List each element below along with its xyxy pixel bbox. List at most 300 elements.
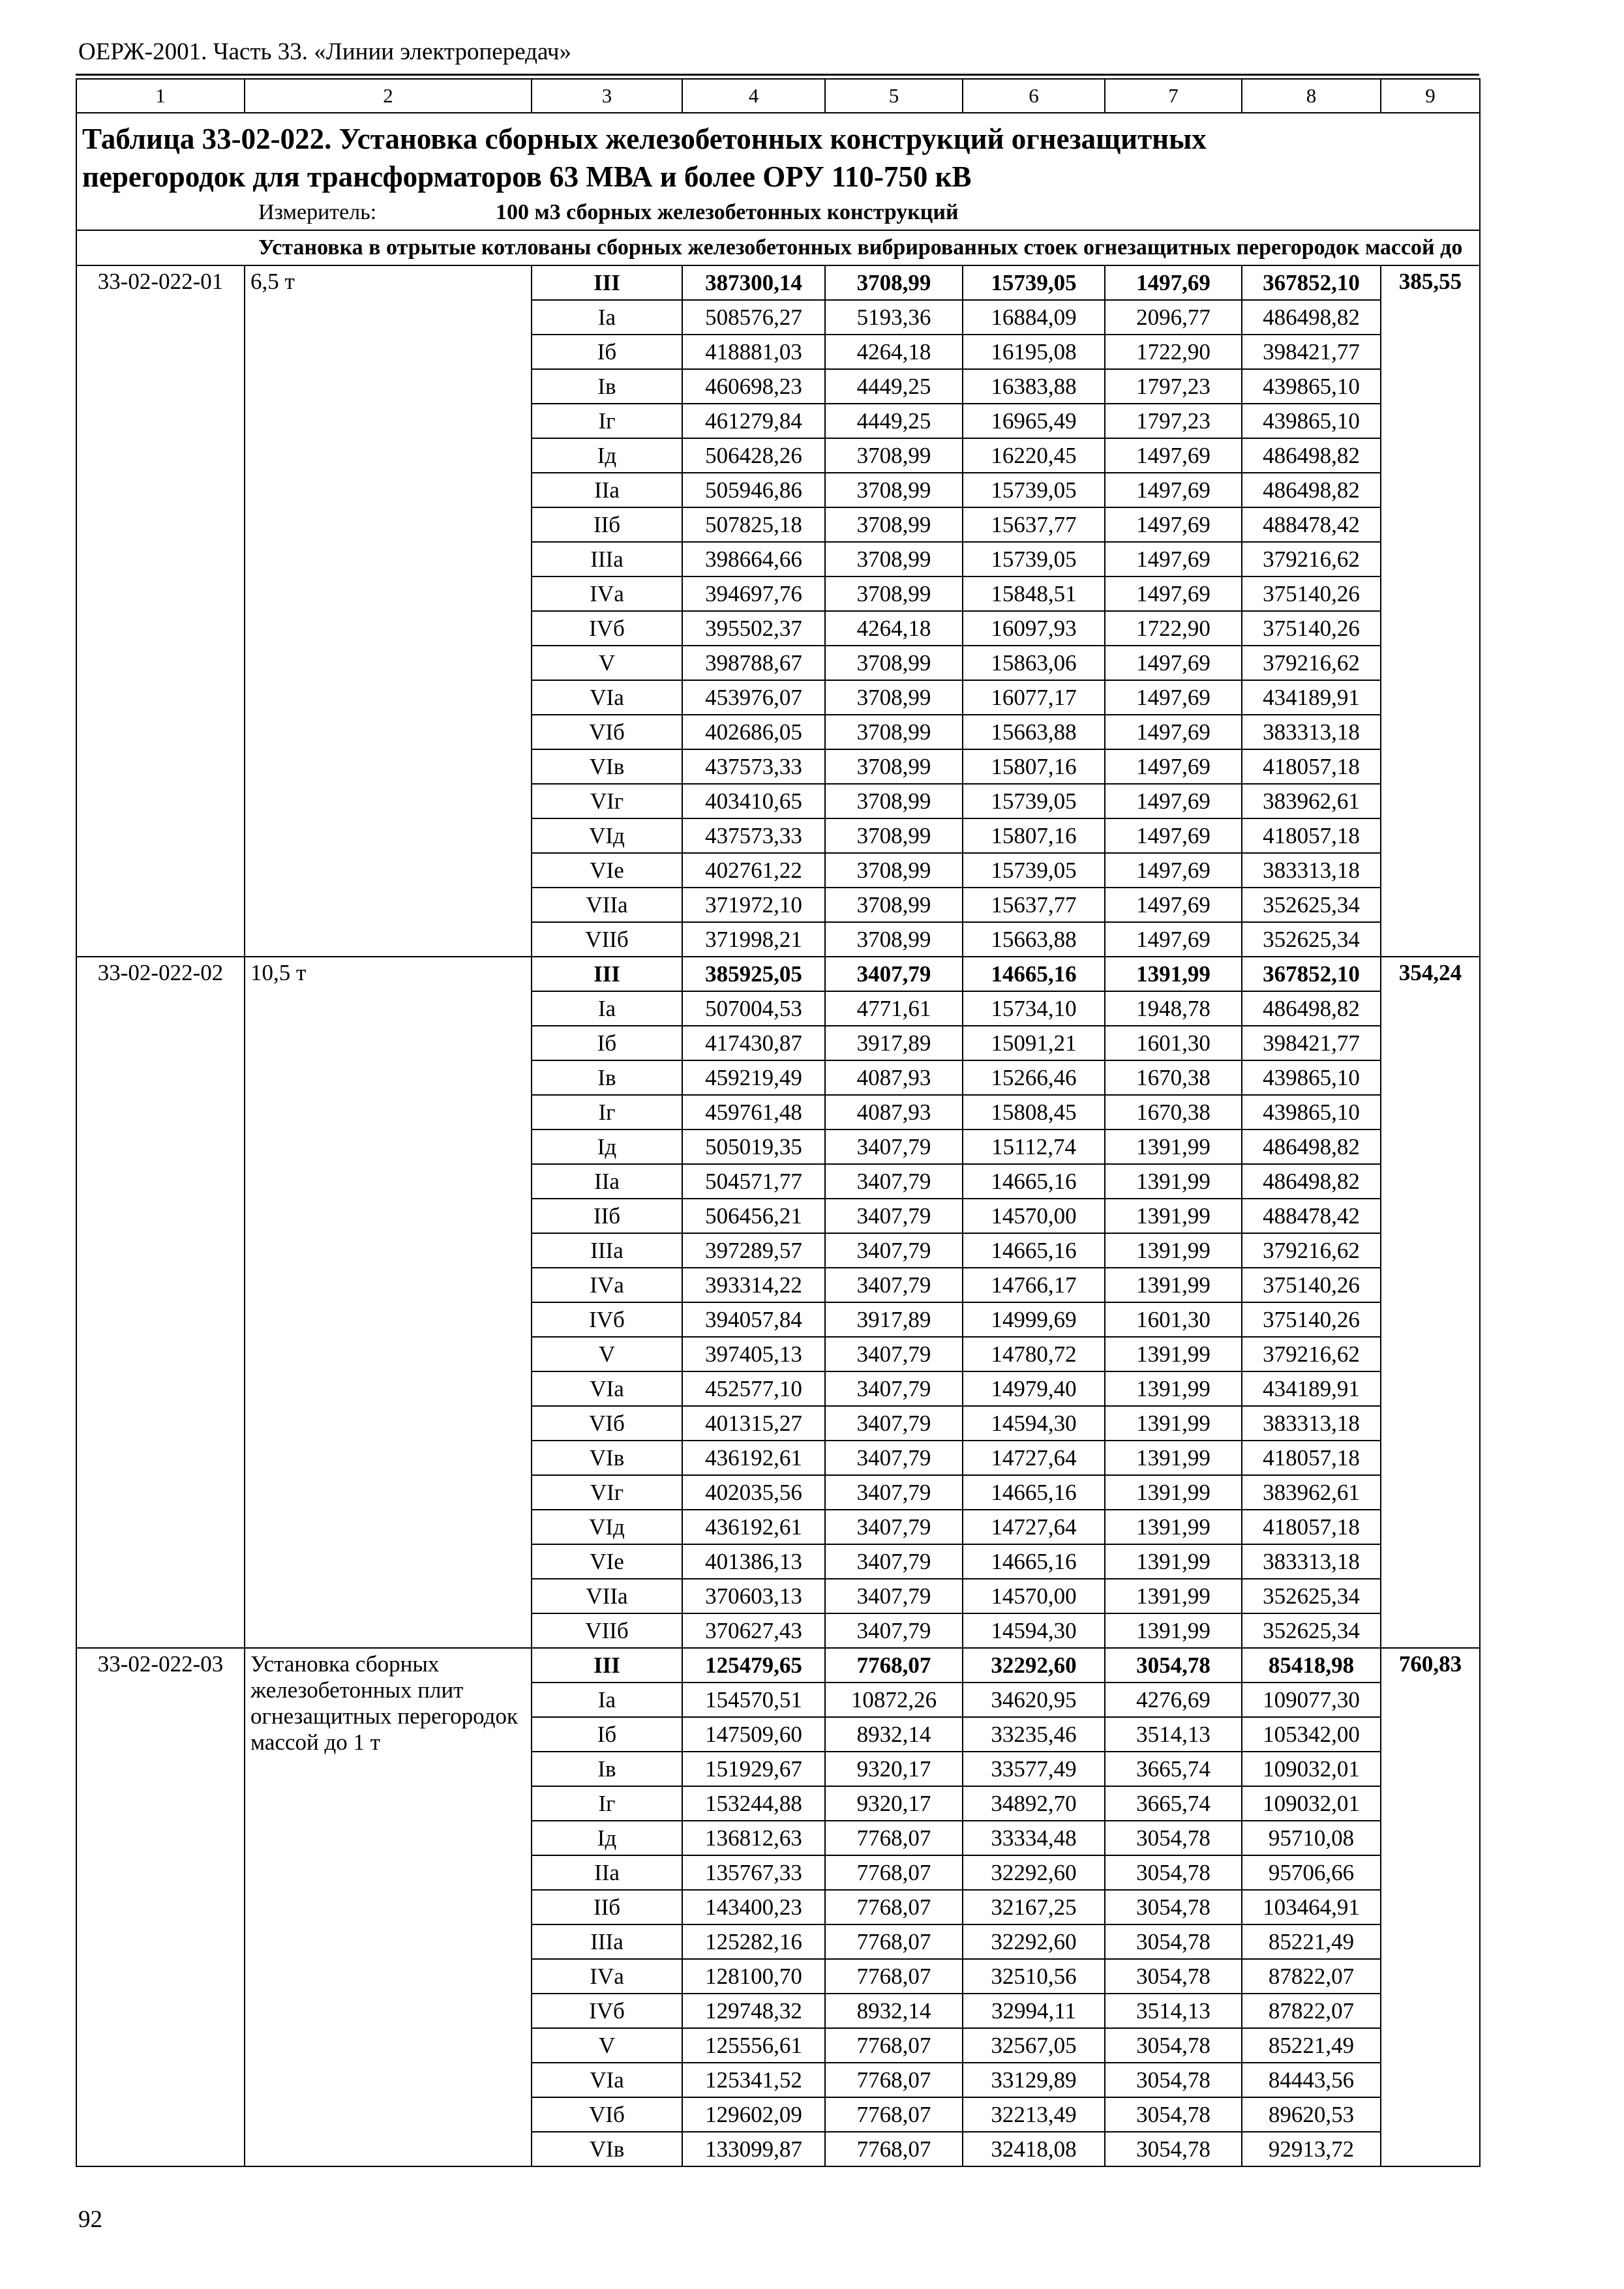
- value-cell: 417430,87: [682, 1026, 825, 1060]
- region-index: IIб: [532, 1890, 682, 1924]
- value-cell: 398788,67: [682, 646, 825, 680]
- value-cell: 4264,18: [825, 611, 963, 646]
- value-cell: 1391,99: [1105, 1441, 1242, 1475]
- value-cell: 16077,17: [963, 680, 1105, 715]
- value-cell: 3708,99: [825, 853, 963, 888]
- value-cell: 15663,88: [963, 715, 1105, 749]
- value-cell: 418057,18: [1242, 749, 1381, 784]
- value-cell: 34620,95: [963, 1683, 1105, 1717]
- value-cell: 3708,99: [825, 646, 963, 680]
- value-cell: 383313,18: [1242, 715, 1381, 749]
- value-cell: 3407,79: [825, 1233, 963, 1268]
- value-cell: 393314,22: [682, 1268, 825, 1302]
- value-cell: 3407,79: [825, 1510, 963, 1544]
- table-title-line1: Таблица 33-02-022. Установка сборных железобетонных конструкций огнезащитных: [82, 123, 1207, 155]
- value-cell: 7768,07: [825, 1890, 963, 1924]
- value-cell: 32292,60: [963, 1855, 1105, 1890]
- value-cell: 14594,30: [963, 1406, 1105, 1441]
- region-index: IVб: [532, 1302, 682, 1337]
- value-cell: 95710,08: [1242, 1821, 1381, 1855]
- value-cell: 3708,99: [825, 473, 963, 507]
- value-cell: 3708,99: [825, 576, 963, 611]
- value-cell: 379216,62: [1242, 542, 1381, 576]
- value-cell: 33129,89: [963, 2063, 1105, 2097]
- value-cell: 3708,99: [825, 715, 963, 749]
- value-cell: 87822,07: [1242, 1994, 1381, 2028]
- value-cell: 1497,69: [1105, 922, 1242, 957]
- value-cell: 1391,99: [1105, 1613, 1242, 1648]
- value-cell: 15848,51: [963, 576, 1105, 611]
- value-cell: 3407,79: [825, 957, 963, 991]
- value-cell: 3054,78: [1105, 2097, 1242, 2132]
- value-cell: 507825,18: [682, 507, 825, 542]
- region-index: Iв: [532, 369, 682, 404]
- value-cell: 85221,49: [1242, 1924, 1381, 1959]
- value-cell: 32994,11: [963, 1994, 1105, 2028]
- value-cell: 3407,79: [825, 1130, 963, 1164]
- region-index: VIв: [532, 1441, 682, 1475]
- value-cell: 436192,61: [682, 1510, 825, 1544]
- region-index: VIе: [532, 1544, 682, 1579]
- region-index: IIа: [532, 473, 682, 507]
- region-index: Iв: [532, 1060, 682, 1095]
- value-cell: 506456,21: [682, 1199, 825, 1233]
- value-cell: 437573,33: [682, 749, 825, 784]
- value-cell: 7768,07: [825, 2097, 963, 2132]
- subheading-row: [76, 230, 1480, 265]
- value-cell: 33577,49: [963, 1752, 1105, 1786]
- value-cell: 3407,79: [825, 1406, 963, 1441]
- value-cell: 3708,99: [825, 542, 963, 576]
- value-cell: 7768,07: [825, 1855, 963, 1890]
- value-cell: 7768,07: [825, 1959, 963, 1994]
- value-cell: 3407,79: [825, 1268, 963, 1302]
- region-index: IIб: [532, 507, 682, 542]
- value-cell: 4087,93: [825, 1095, 963, 1130]
- value-cell: 85418,98: [1242, 1648, 1381, 1683]
- value-cell: 375140,26: [1242, 611, 1381, 646]
- value-cell: 437573,33: [682, 818, 825, 853]
- region-index: V: [532, 2028, 682, 2063]
- value-cell: 401315,27: [682, 1406, 825, 1441]
- value-cell: 367852,10: [1242, 957, 1381, 991]
- value-cell: 5193,36: [825, 300, 963, 335]
- value-cell: 3665,74: [1105, 1752, 1242, 1786]
- value-cell: 14665,16: [963, 957, 1105, 991]
- value-cell: 15807,16: [963, 818, 1105, 853]
- title-row: [76, 113, 1480, 230]
- value-cell: 3917,89: [825, 1026, 963, 1060]
- value-cell: 15266,46: [963, 1060, 1105, 1095]
- region-index: III: [532, 265, 682, 300]
- value-cell: 2096,77: [1105, 300, 1242, 335]
- value-cell: 1601,30: [1105, 1302, 1242, 1337]
- rate-name: Установка сборных железобетонных плит огнезащитных перегородок массой до 1 т: [245, 1648, 532, 2166]
- value-cell: 15112,74: [963, 1130, 1105, 1164]
- value-cell: 14665,16: [963, 1233, 1105, 1268]
- value-cell: 383313,18: [1242, 1544, 1381, 1579]
- value-cell: 16195,08: [963, 335, 1105, 369]
- rate-name: 10,5 т: [245, 957, 532, 1648]
- table-row: [76, 957, 1480, 991]
- value-cell: 1391,99: [1105, 1233, 1242, 1268]
- value-cell: 1391,99: [1105, 1268, 1242, 1302]
- value-cell: 3708,99: [825, 922, 963, 957]
- region-index: V: [532, 1337, 682, 1371]
- value-cell: 1670,38: [1105, 1095, 1242, 1130]
- value-cell: 1497,69: [1105, 507, 1242, 542]
- region-index: Iд: [532, 438, 682, 473]
- value-cell: 3917,89: [825, 1302, 963, 1337]
- value-cell: 1391,99: [1105, 1337, 1242, 1371]
- value-cell: 125479,65: [682, 1648, 825, 1683]
- value-cell: 3407,79: [825, 1164, 963, 1199]
- value-cell: 15663,88: [963, 922, 1105, 957]
- value-cell: 14727,64: [963, 1441, 1105, 1475]
- value-cell: 32213,49: [963, 2097, 1105, 2132]
- value-cell: 143400,23: [682, 1890, 825, 1924]
- column-number: 7: [1105, 79, 1242, 113]
- value-cell: 1497,69: [1105, 576, 1242, 611]
- value-cell: 379216,62: [1242, 1337, 1381, 1371]
- value-cell: 367852,10: [1242, 265, 1381, 300]
- value-cell: 95706,66: [1242, 1855, 1381, 1890]
- region-index: IIIа: [532, 1233, 682, 1268]
- region-index: VIб: [532, 2097, 682, 2132]
- value-cell: 504571,77: [682, 1164, 825, 1199]
- value-cell: 1497,69: [1105, 473, 1242, 507]
- region-index: IVб: [532, 611, 682, 646]
- value-cell: 508576,27: [682, 300, 825, 335]
- value-cell: 1497,69: [1105, 438, 1242, 473]
- rates-table: [76, 78, 1481, 2167]
- value-cell: 4449,25: [825, 369, 963, 404]
- value-cell: 352625,34: [1242, 1579, 1381, 1613]
- value-cell: 15734,10: [963, 991, 1105, 1026]
- region-index: VIIб: [532, 922, 682, 957]
- region-index: IVб: [532, 1994, 682, 2028]
- value-cell: 488478,42: [1242, 1199, 1381, 1233]
- value-cell: 3708,99: [825, 784, 963, 818]
- page-number: 92: [78, 2206, 102, 2233]
- value-cell: 14766,17: [963, 1268, 1105, 1302]
- value-cell: 14999,69: [963, 1302, 1105, 1337]
- value-cell: 459761,48: [682, 1095, 825, 1130]
- value-cell: 15807,16: [963, 749, 1105, 784]
- value-cell: 14665,16: [963, 1544, 1105, 1579]
- region-index: Iд: [532, 1130, 682, 1164]
- region-index: VIIб: [532, 1613, 682, 1648]
- value-cell: 154570,51: [682, 1683, 825, 1717]
- labor-cost: 760,83: [1381, 1648, 1480, 2166]
- region-index: IVа: [532, 576, 682, 611]
- subheading: Установка в отрытые котлованы сборных железобетонных вибрированных стоек огнезащитных перегородок массой до: [76, 230, 1480, 265]
- column-number: 8: [1242, 79, 1381, 113]
- value-cell: 398421,77: [1242, 335, 1381, 369]
- value-cell: 3054,78: [1105, 1855, 1242, 1890]
- value-cell: 3407,79: [825, 1475, 963, 1510]
- value-cell: 1497,69: [1105, 265, 1242, 300]
- value-cell: 3054,78: [1105, 2132, 1242, 2166]
- value-cell: 14780,72: [963, 1337, 1105, 1371]
- value-cell: 505946,86: [682, 473, 825, 507]
- value-cell: 125556,61: [682, 2028, 825, 2063]
- value-cell: 3054,78: [1105, 1890, 1242, 1924]
- value-cell: 401386,13: [682, 1544, 825, 1579]
- value-cell: 461279,84: [682, 404, 825, 438]
- value-cell: 394057,84: [682, 1302, 825, 1337]
- value-cell: 398421,77: [1242, 1026, 1381, 1060]
- rate-name: 6,5 т: [245, 265, 532, 957]
- value-cell: 486498,82: [1242, 438, 1381, 473]
- rates-table-container: [76, 78, 1479, 2167]
- value-cell: 15739,05: [963, 853, 1105, 888]
- region-index: VIд: [532, 818, 682, 853]
- value-cell: 439865,10: [1242, 1060, 1381, 1095]
- value-cell: 1391,99: [1105, 1371, 1242, 1406]
- value-cell: 135767,33: [682, 1855, 825, 1890]
- value-cell: 3708,99: [825, 680, 963, 715]
- value-cell: 16884,09: [963, 300, 1105, 335]
- region-index: Iа: [532, 300, 682, 335]
- region-index: IIа: [532, 1164, 682, 1199]
- value-cell: 9320,17: [825, 1752, 963, 1786]
- value-cell: 439865,10: [1242, 1095, 1381, 1130]
- value-cell: 1497,69: [1105, 784, 1242, 818]
- region-index: IIа: [532, 1855, 682, 1890]
- value-cell: 3407,79: [825, 1199, 963, 1233]
- value-cell: 109032,01: [1242, 1786, 1381, 1821]
- value-cell: 89620,53: [1242, 2097, 1381, 2132]
- value-cell: 32510,56: [963, 1959, 1105, 1994]
- value-cell: 370627,43: [682, 1613, 825, 1648]
- value-cell: 7768,07: [825, 1821, 963, 1855]
- value-cell: 1497,69: [1105, 888, 1242, 922]
- value-cell: 14665,16: [963, 1475, 1105, 1510]
- value-cell: 3407,79: [825, 1579, 963, 1613]
- value-cell: 4087,93: [825, 1060, 963, 1095]
- table-title: [82, 120, 1474, 196]
- region-index: Iа: [532, 1683, 682, 1717]
- value-cell: 434189,91: [1242, 1371, 1381, 1406]
- value-cell: 32292,60: [963, 1648, 1105, 1683]
- value-cell: 4264,18: [825, 335, 963, 369]
- value-cell: 7768,07: [825, 1648, 963, 1683]
- value-cell: 3708,99: [825, 507, 963, 542]
- value-cell: 133099,87: [682, 2132, 825, 2166]
- region-index: VIв: [532, 2132, 682, 2166]
- value-cell: 1497,69: [1105, 749, 1242, 784]
- value-cell: 84443,56: [1242, 2063, 1381, 2097]
- region-index: Iб: [532, 335, 682, 369]
- value-cell: 453976,07: [682, 680, 825, 715]
- value-cell: 486498,82: [1242, 300, 1381, 335]
- value-cell: 14979,40: [963, 1371, 1105, 1406]
- region-index: Iб: [532, 1026, 682, 1060]
- value-cell: 352625,34: [1242, 888, 1381, 922]
- value-cell: 352625,34: [1242, 922, 1381, 957]
- value-cell: 15739,05: [963, 784, 1105, 818]
- value-cell: 147509,60: [682, 1717, 825, 1752]
- value-cell: 3054,78: [1105, 1959, 1242, 1994]
- rate-code: 33-02-022-01: [76, 265, 245, 957]
- value-cell: 105342,00: [1242, 1717, 1381, 1752]
- region-index: IIб: [532, 1199, 682, 1233]
- measure-label: Измеритель:: [258, 200, 377, 224]
- value-cell: 3708,99: [825, 818, 963, 853]
- region-index: VIб: [532, 1406, 682, 1441]
- value-cell: 375140,26: [1242, 1302, 1381, 1337]
- value-cell: 383313,18: [1242, 1406, 1381, 1441]
- column-number: 2: [245, 79, 532, 113]
- region-index: Iг: [532, 1786, 682, 1821]
- value-cell: 15739,05: [963, 265, 1105, 300]
- region-index: VIIа: [532, 888, 682, 922]
- value-cell: 3407,79: [825, 1441, 963, 1475]
- value-cell: 1497,69: [1105, 818, 1242, 853]
- value-cell: 15637,77: [963, 888, 1105, 922]
- value-cell: 383962,61: [1242, 784, 1381, 818]
- region-index: IVа: [532, 1268, 682, 1302]
- value-cell: 1670,38: [1105, 1060, 1242, 1095]
- value-cell: 439865,10: [1242, 404, 1381, 438]
- value-cell: 436192,61: [682, 1441, 825, 1475]
- value-cell: 439865,10: [1242, 369, 1381, 404]
- value-cell: 4449,25: [825, 404, 963, 438]
- region-index: VIа: [532, 680, 682, 715]
- value-cell: 4771,61: [825, 991, 963, 1026]
- value-cell: 32292,60: [963, 1924, 1105, 1959]
- value-cell: 398664,66: [682, 542, 825, 576]
- value-cell: 3054,78: [1105, 2028, 1242, 2063]
- column-number: 3: [532, 79, 682, 113]
- value-cell: 1391,99: [1105, 1199, 1242, 1233]
- value-cell: 34892,70: [963, 1786, 1105, 1821]
- value-cell: 10872,26: [825, 1683, 963, 1717]
- value-cell: 394697,76: [682, 576, 825, 611]
- value-cell: 375140,26: [1242, 576, 1381, 611]
- value-cell: 1391,99: [1105, 1544, 1242, 1579]
- value-cell: 15863,06: [963, 646, 1105, 680]
- measure-value: 100 м3 сборных железобетонных конструкций: [496, 200, 959, 224]
- value-cell: 1391,99: [1105, 1164, 1242, 1199]
- value-cell: 383313,18: [1242, 853, 1381, 888]
- value-cell: 3054,78: [1105, 2063, 1242, 2097]
- region-index: V: [532, 646, 682, 680]
- value-cell: 1797,23: [1105, 369, 1242, 404]
- value-cell: 15739,05: [963, 542, 1105, 576]
- value-cell: 32167,25: [963, 1890, 1105, 1924]
- labor-cost: 354,24: [1381, 957, 1480, 1648]
- column-number: 6: [963, 79, 1105, 113]
- value-cell: 397405,13: [682, 1337, 825, 1371]
- value-cell: 1391,99: [1105, 1406, 1242, 1441]
- value-cell: 1722,90: [1105, 611, 1242, 646]
- value-cell: 460698,23: [682, 369, 825, 404]
- region-index: VIг: [532, 1475, 682, 1510]
- value-cell: 395502,37: [682, 611, 825, 646]
- value-cell: 371998,21: [682, 922, 825, 957]
- value-cell: 14570,00: [963, 1199, 1105, 1233]
- value-cell: 87822,07: [1242, 1959, 1381, 1994]
- table-title-line2: перегородок для трансформаторов 63 МВА и более ОРУ 110-750 кВ: [82, 160, 972, 193]
- column-number: 4: [682, 79, 825, 113]
- rate-code: 33-02-022-02: [76, 957, 245, 1648]
- value-cell: 129748,32: [682, 1994, 825, 2028]
- region-index: Iг: [532, 404, 682, 438]
- value-cell: 397289,57: [682, 1233, 825, 1268]
- value-cell: 15808,45: [963, 1095, 1105, 1130]
- region-index: Iб: [532, 1717, 682, 1752]
- value-cell: 1948,78: [1105, 991, 1242, 1026]
- value-cell: 92913,72: [1242, 2132, 1381, 2166]
- value-cell: 1497,69: [1105, 715, 1242, 749]
- value-cell: 1391,99: [1105, 1475, 1242, 1510]
- value-cell: 3054,78: [1105, 1821, 1242, 1855]
- region-index: IVа: [532, 1959, 682, 1994]
- column-number-row: [76, 79, 1480, 113]
- value-cell: 16097,93: [963, 611, 1105, 646]
- value-cell: 434189,91: [1242, 680, 1381, 715]
- region-index: VIа: [532, 1371, 682, 1406]
- value-cell: 506428,26: [682, 438, 825, 473]
- value-cell: 7768,07: [825, 1924, 963, 1959]
- region-index: VIIа: [532, 1579, 682, 1613]
- value-cell: 379216,62: [1242, 1233, 1381, 1268]
- region-index: VIе: [532, 853, 682, 888]
- value-cell: 7768,07: [825, 2132, 963, 2166]
- value-cell: 1391,99: [1105, 1510, 1242, 1544]
- region-index: VIд: [532, 1510, 682, 1544]
- region-index: Iв: [532, 1752, 682, 1786]
- value-cell: 3514,13: [1105, 1994, 1242, 2028]
- value-cell: 7768,07: [825, 2028, 963, 2063]
- value-cell: 16965,49: [963, 404, 1105, 438]
- value-cell: 1601,30: [1105, 1026, 1242, 1060]
- value-cell: 8932,14: [825, 1717, 963, 1752]
- labor-cost: 385,55: [1381, 265, 1480, 957]
- value-cell: 402686,05: [682, 715, 825, 749]
- value-cell: 3407,79: [825, 1337, 963, 1371]
- column-number: 5: [825, 79, 963, 113]
- region-index: III: [532, 957, 682, 991]
- value-cell: 3407,79: [825, 1544, 963, 1579]
- value-cell: 418057,18: [1242, 1510, 1381, 1544]
- value-cell: 125282,16: [682, 1924, 825, 1959]
- value-cell: 383962,61: [1242, 1475, 1381, 1510]
- value-cell: 505019,35: [682, 1130, 825, 1164]
- value-cell: 15739,05: [963, 473, 1105, 507]
- value-cell: 16383,88: [963, 369, 1105, 404]
- value-cell: 14570,00: [963, 1579, 1105, 1613]
- region-index: VIб: [532, 715, 682, 749]
- value-cell: 387300,14: [682, 265, 825, 300]
- value-cell: 3054,78: [1105, 1924, 1242, 1959]
- value-cell: 1391,99: [1105, 1130, 1242, 1164]
- value-cell: 125341,52: [682, 2063, 825, 2097]
- value-cell: 352625,34: [1242, 1613, 1381, 1648]
- measure-line: [82, 198, 1474, 227]
- value-cell: 85221,49: [1242, 2028, 1381, 2063]
- value-cell: 14665,16: [963, 1164, 1105, 1199]
- value-cell: 4276,69: [1105, 1683, 1242, 1717]
- value-cell: 486498,82: [1242, 1164, 1381, 1199]
- value-cell: 1391,99: [1105, 957, 1242, 991]
- value-cell: 129602,09: [682, 2097, 825, 2132]
- value-cell: 151929,67: [682, 1752, 825, 1786]
- value-cell: 7768,07: [825, 2063, 963, 2097]
- value-cell: 1497,69: [1105, 646, 1242, 680]
